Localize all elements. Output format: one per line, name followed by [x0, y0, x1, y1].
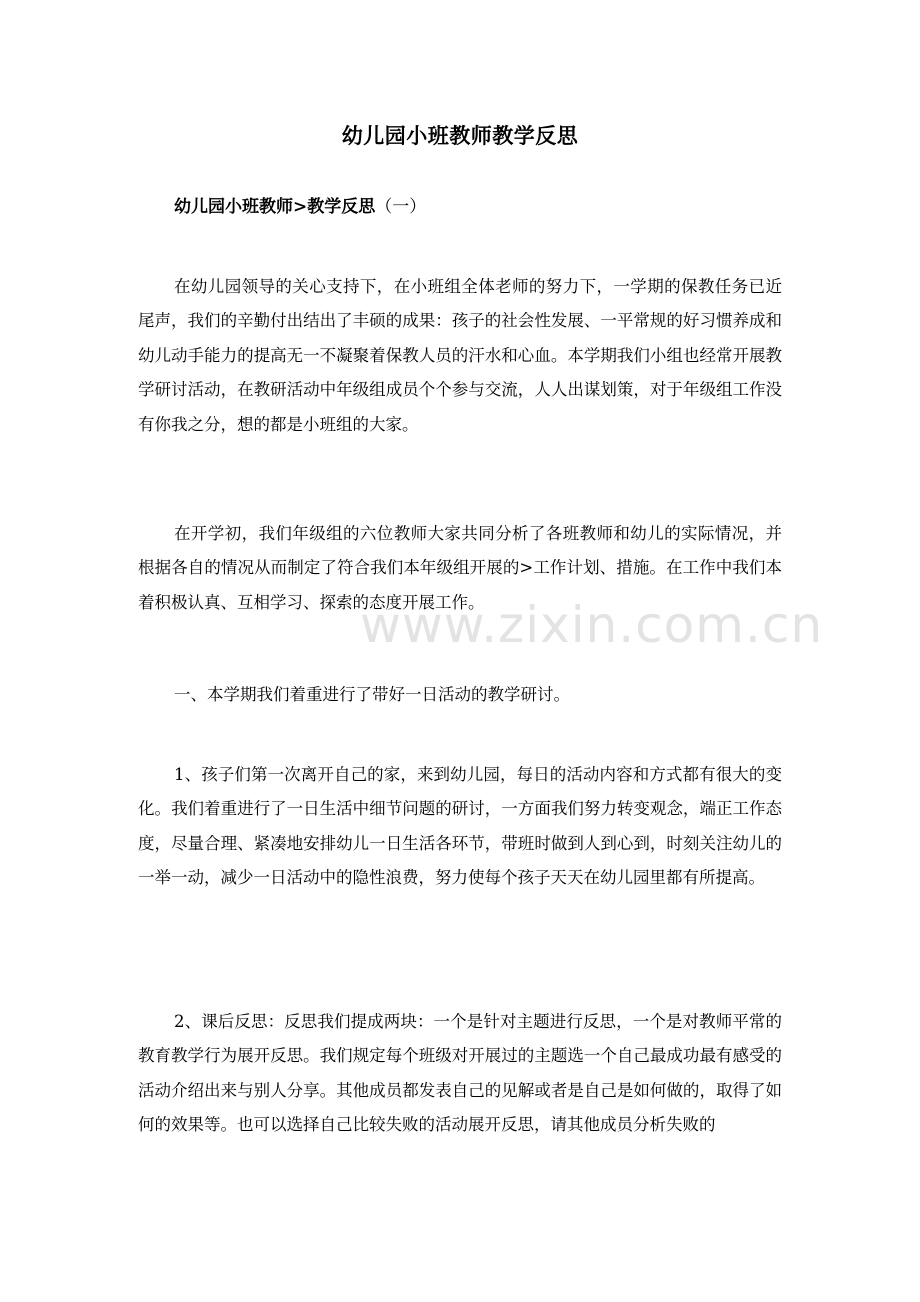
paragraph-heading-one: 一、本学期我们着重进行了带好一日活动的教学研讨。	[174, 685, 570, 704]
subtitle-number: （一）	[375, 197, 427, 217]
section-subtitle	[174, 192, 426, 217]
watermark-text: www.zixin.com.cn	[360, 596, 824, 654]
paragraph-intro: 在幼儿园领导的关心支持下，在小班组全体老师的努力下，一学期的保教任务已近尾声，我们的辛勤付出结出了丰硕的成果：孩子的社会性发展、一平常规的好习惯养成和幼儿动手能力的提高无一不凝聚着保教人员的汗水和心血。本学期我们小组也经常开展教学研讨活动，在教研活动中年级组成员个个参与交流，人人出谋划策，对于年级组工作没有你我之分，想的都是小班组的大家。	[138, 277, 782, 434]
subtitle-text: 幼儿园小班教师>教学反思	[174, 197, 376, 217]
paragraph-plan: 在开学初，我们年级组的六位教师大家共同分析了各班教师和幼儿的实际情况，并根据各自的情况从而制定了符合我们本年级组开展的>工作计划、措施。在工作中我们本着积极认真、互相学习、探索的态度开展工作。	[138, 524, 782, 612]
paragraph-item-two: 2、课后反思：反思我们提成两块：一个是针对主题进行反思，一个是对教师平常的教育教学行为展开反思。我们规定每个班级对开展过的主题选一个自己最成功最有感受的活动介绍出来与别人分享。其他成员都发表自己的见解或者是自己是如何做的，取得了如何的效果等。也可以选择自己比较失败的活动展开反思，请其他成员分析失败的	[138, 1012, 782, 1135]
document-title: 幼儿园小班教师教学反思	[341, 123, 579, 148]
paragraph-item-one: 1、孩子们第一次离开自己的家，来到幼儿园，每日的活动内容和方式都有很大的变化。我们着重进行了一日生活中细节问题的研讨，一方面我们努力转变观念，端正工作态度，尽量合理、紧凑地安排幼儿一日生活各环节，带班时做到人到心到，时刻关注幼儿的一举一动，减少一日活动中的隐性浪费，努力使每个孩子天天在幼儿园里都有所提高。	[138, 765, 782, 888]
